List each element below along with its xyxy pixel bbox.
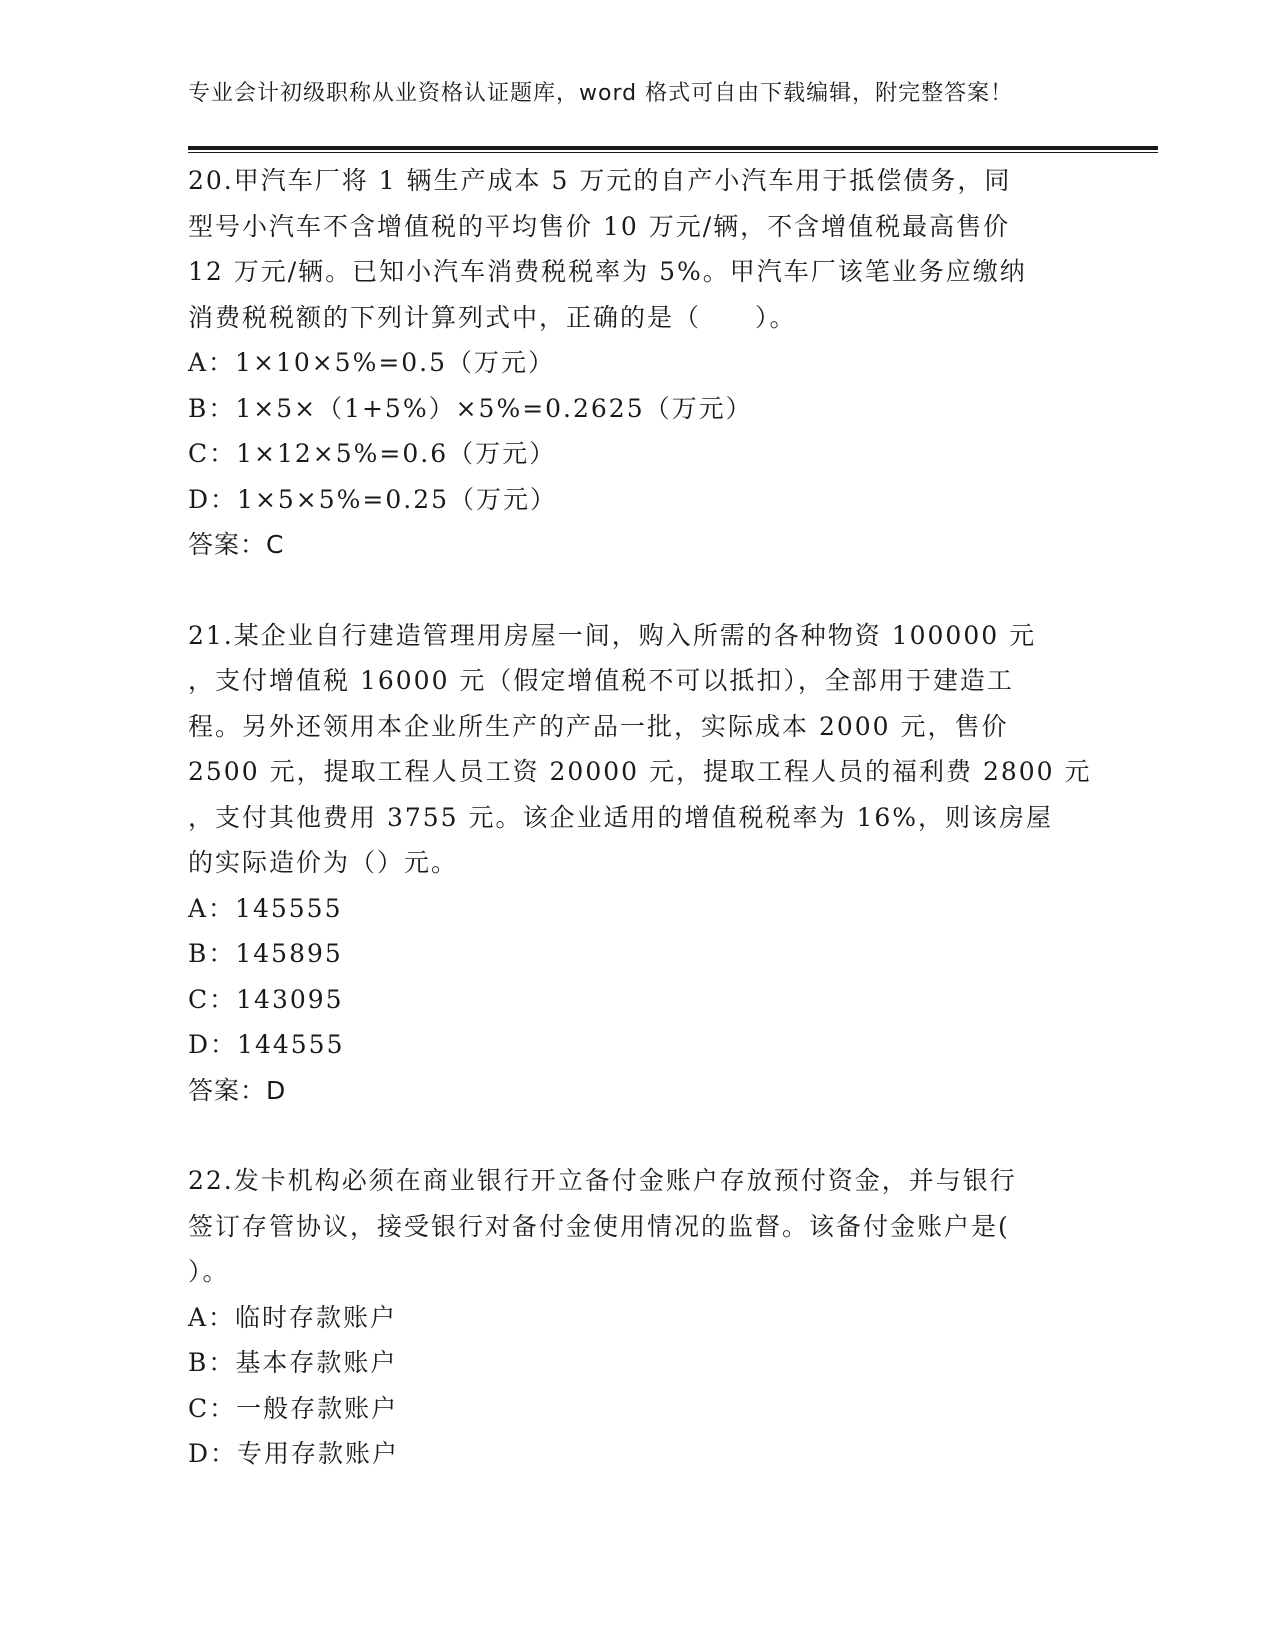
question-spacer xyxy=(188,568,1088,613)
option-b: B：145895 xyxy=(188,939,343,968)
option-d: D：1×5×5%=0.25（万元） xyxy=(188,484,558,514)
stem-line: 的实际造价为（）元。 xyxy=(188,848,459,877)
option-b: B：1×5×（1+5%）×5%=0.2625（万元） xyxy=(188,393,753,423)
stem-line: ，支付增值税 16000 元（假定增值税不可以抵扣），全部用于建造工 xyxy=(188,666,1014,695)
option-c: C：1×12×5%=0.6（万元） xyxy=(188,439,557,468)
stem-line: 12 万元/辆。已知小汽车消费税税率为 5%。甲汽车厂该笔业务应缴纳 xyxy=(188,257,1027,286)
stem-line: 2500 元，提取工程人员工资 20000 元，提取工程人员的福利费 2800 元 xyxy=(188,757,1092,786)
option-list xyxy=(188,1295,1088,1477)
option-list xyxy=(188,886,1088,1068)
option-b: B：基本存款账户 xyxy=(188,1348,398,1377)
option-d: D：专用存款账户 xyxy=(188,1439,400,1468)
stem-line: 21.某企业自行建造管理用房屋一间，购入所需的各种物资 100000 元 xyxy=(188,620,1037,650)
stem-line: 型号小汽车不含增值税的平均售价 10 万元/辆，不含增值税最高售价 xyxy=(188,211,1011,241)
page-header: 专业会计初级职称从业资格认证题库，word 格式可自由下载编辑，附完整答案！ xyxy=(188,81,1014,106)
stem-line: 程。另外还领用本企业所生产的产品一批，实际成本 2000 元，售价 xyxy=(188,711,1009,741)
option-d: D：144555 xyxy=(188,1030,345,1059)
stem-line: ，支付其他费用 3755 元。该企业适用的增值税税率为 16%，则该房屋 xyxy=(188,802,1054,832)
stem-line: 消费税税额的下列计算列式中，正确的是（ ）。 xyxy=(188,302,797,332)
question-21 xyxy=(188,613,1092,1114)
stem-line: 20.甲汽车厂将 1 辆生产成本 5 万元的自产小汽车用于抵偿债务，同 xyxy=(188,166,1012,195)
option-c: C：一般存款账户 xyxy=(188,1393,399,1423)
question-list xyxy=(188,158,1092,1477)
question-stem xyxy=(188,1158,1088,1295)
option-a: A：1×10×5%=0.5（万元） xyxy=(188,348,556,377)
option-c: C：143095 xyxy=(188,984,344,1014)
option-list xyxy=(188,340,1088,522)
option-a: A：145555 xyxy=(188,893,343,923)
header-rule-thick xyxy=(188,146,1158,150)
question-spacer xyxy=(188,1113,1088,1158)
header-rule-thin xyxy=(188,152,1158,153)
stem-line: 签订存管协议，接受银行对备付金使用情况的监督。该备付金账户是( xyxy=(188,1211,1010,1241)
answer-line: 答案：D xyxy=(188,1075,287,1105)
option-a: A：临时存款账户 xyxy=(188,1302,398,1332)
question-stem xyxy=(188,613,1092,886)
question-stem xyxy=(188,158,1088,340)
stem-line: ）。 xyxy=(188,1257,230,1286)
answer-line: 答案：C xyxy=(188,530,285,559)
stem-line: 22.发卡机构必须在商业银行开立备付金账户存放预付资金，并与银行 xyxy=(188,1166,1017,1195)
question-20 xyxy=(188,158,1088,568)
question-22 xyxy=(188,1158,1088,1477)
